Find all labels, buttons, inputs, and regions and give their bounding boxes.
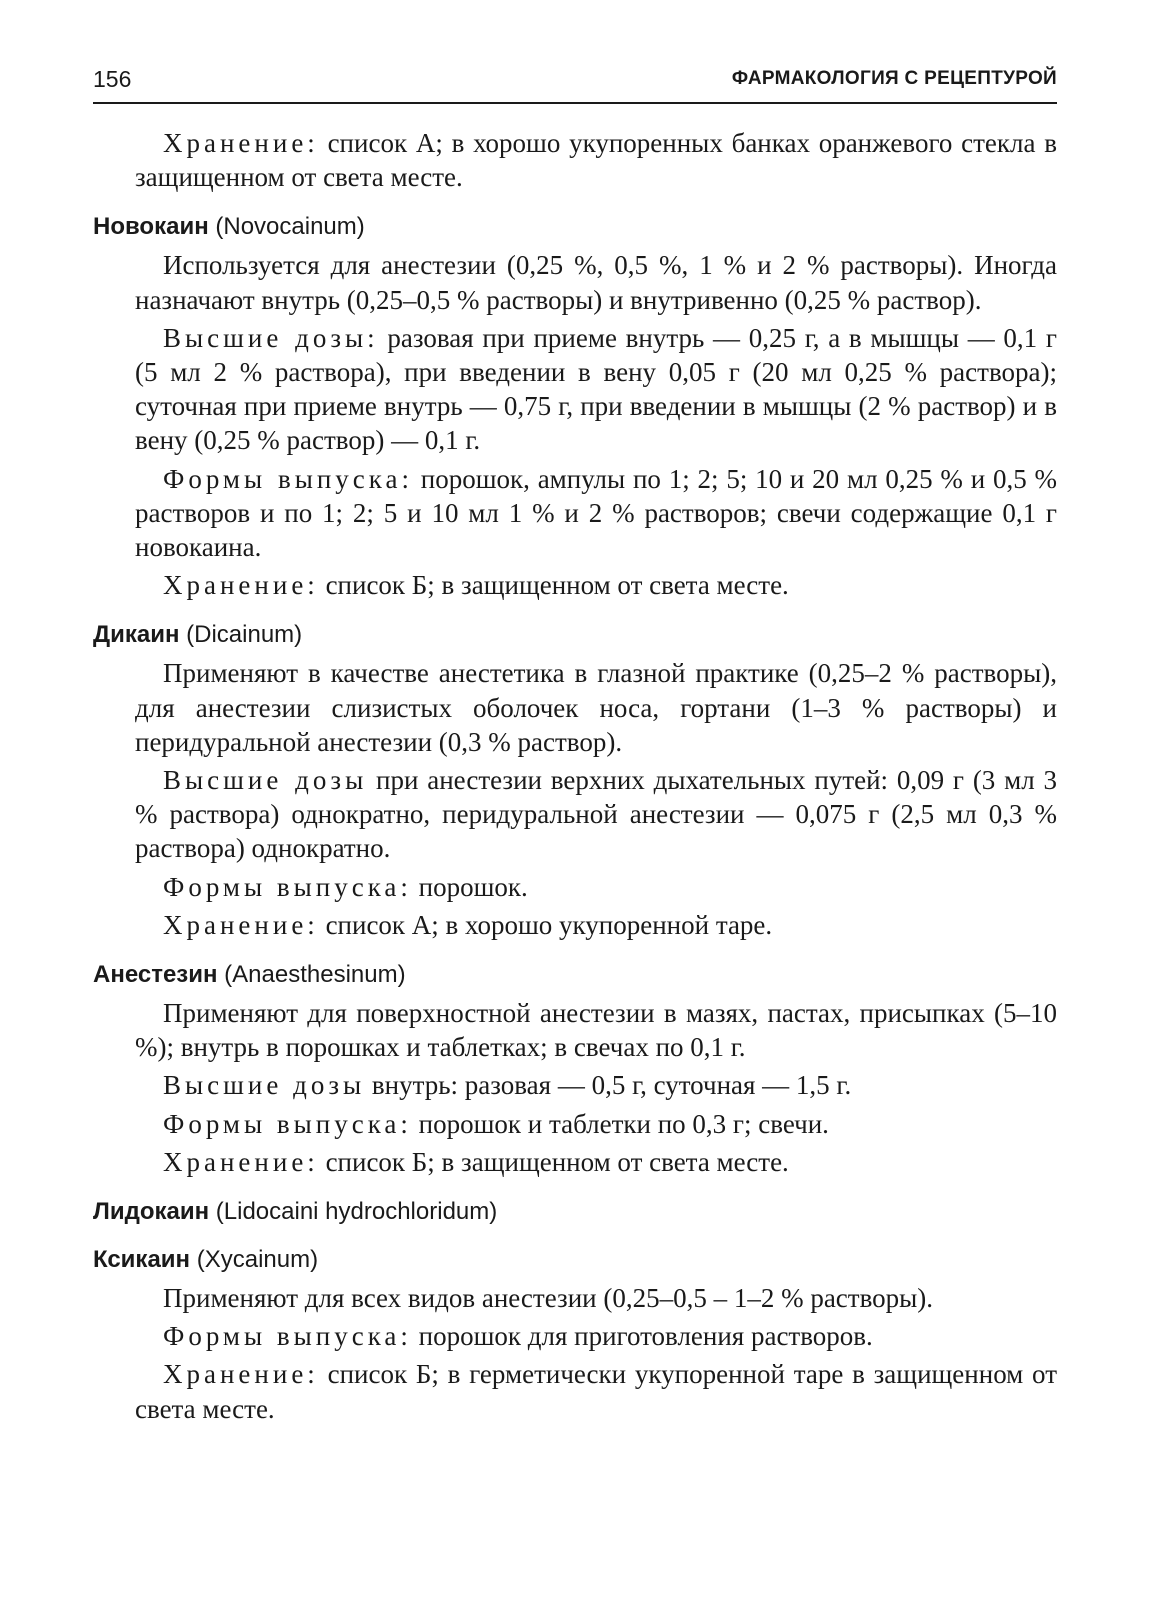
entry-paragraph	[135, 568, 1057, 602]
drug-latin-name: (Xycainum)	[196, 1246, 319, 1274]
entry-heading	[93, 620, 1057, 650]
drug-latin-name: (Novocainum)	[215, 213, 365, 241]
entry-heading	[93, 1245, 1057, 1275]
entry-paragraph	[135, 656, 1057, 759]
paragraph-label: Хранение:	[163, 570, 319, 601]
drug-name: Новокаин	[93, 213, 209, 241]
entry-paragraph	[135, 908, 1057, 942]
entry-paragraph	[135, 1319, 1057, 1353]
paragraph-label: Формы выпуска:	[163, 871, 412, 902]
paragraph-text: список А; в хорошо укупоренной таре.	[318, 909, 773, 940]
paragraph-text: Применяют в качестве анестетика в глазной практике (0,25–2 % растворы), для анестезии слизистых оболочек носа, гортани (1–3 % растворы) и перидуральной анестезии (0,3 % раствор).	[135, 658, 1057, 757]
entry-paragraph	[135, 996, 1057, 1064]
paragraph-label: Высшие дозы:	[163, 322, 379, 353]
paragraph-text: порошок.	[411, 871, 528, 902]
paragraph-text: список Б; в защищенном от света месте.	[318, 1146, 789, 1177]
entry-paragraph	[135, 1281, 1057, 1315]
drug-name: Ксикаин	[93, 1246, 191, 1274]
entry-paragraph	[135, 1357, 1057, 1425]
paragraph-label: Высшие дозы	[163, 765, 368, 796]
entry-paragraph	[135, 1145, 1057, 1179]
paragraph-text: Применяют для поверхностной анестезии в мазях, пастах, присыпках (5–10 %); внутрь в порошках и таблетках; в свечах по 0,1 г.	[135, 998, 1057, 1063]
drug-name: Лидокаин	[93, 1198, 210, 1226]
paragraph-text: Используется для анестезии (0,25 %, 0,5 %, 1 % и 2 % растворы). Иногда назначают внутрь (0,25–0,5 % растворы) и внутривенно (0,25 % раствор).	[135, 250, 1057, 315]
entry-paragraph	[135, 462, 1057, 565]
drug-name: Анестезин	[93, 961, 218, 989]
paragraph-text: при анестезии верхних дыхательных путей: 0,09 г (3 мл 3 % раствора) однократно, перидуральной анестезии — 0,075 г (2,5 мл 0,3 % раствора) однократно.	[135, 765, 1057, 864]
drug-name: Дикаин	[93, 621, 180, 649]
drug-latin-name: (Dicainum)	[186, 621, 303, 649]
entry-heading	[93, 960, 1057, 990]
entry-paragraph	[135, 1107, 1057, 1141]
paragraph-text: список Б; в защищенном от света месте.	[318, 570, 789, 601]
paragraph-text: порошок, ампулы по 1; 2; 5; 10 и 20 мл 0,25 % и 0,5 % растворов и по 1; 2; 5 и 10 мл 1 % и 2 % растворов; свечи содержащие 0,1 г новокаина.	[135, 463, 1058, 563]
paragraph-label: Формы выпуска:	[163, 1321, 412, 1352]
entry-paragraph	[135, 1068, 1057, 1102]
page-content	[93, 126, 1058, 1430]
intro-text: список А; в хорошо укупоренных банках оранжевого стекла в защищенном от света месте.	[135, 128, 1057, 193]
paragraph-text: Применяют для всех видов анестезии (0,25–0,5 – 1–2 % растворы).	[163, 1283, 934, 1314]
intro-label: Хранение:	[163, 128, 319, 158]
drug-latin-name: (Anaesthesinum)	[224, 961, 406, 989]
paragraph-label: Формы выпуска:	[163, 463, 413, 494]
entry-paragraph	[135, 321, 1057, 458]
entry-paragraph	[135, 870, 1057, 904]
paragraph-label: Хранение:	[163, 1359, 319, 1390]
intro-paragraph	[135, 126, 1057, 194]
paragraph-label: Высшие дозы	[163, 1070, 366, 1101]
entry-paragraph	[135, 248, 1057, 316]
paragraph-text: порошок и таблетки по 0,3 г; свечи.	[411, 1108, 829, 1139]
drug-latin-name: (Lidocaini hydrochloridum)	[215, 1198, 498, 1226]
paragraph-text: внутрь: разовая — 0,5 г, суточная — 1,5 г.	[365, 1070, 852, 1101]
paragraph-label: Формы выпуска:	[163, 1108, 412, 1139]
page-number: 156	[93, 66, 132, 92]
header-rule	[93, 102, 1057, 104]
running-title: ФАРМАКОЛОГИЯ С РЕЦЕПТУРОЙ	[731, 68, 1057, 89]
entry-heading	[93, 1197, 1057, 1227]
paragraph-text: порошок для приготовления растворов.	[411, 1321, 873, 1352]
paragraph-text: список Б; в герметически укупоренной таре в защищенном от света месте.	[135, 1359, 1057, 1424]
paragraph-label: Хранение:	[163, 909, 319, 940]
page-header	[93, 66, 1057, 100]
paragraph-label: Хранение:	[163, 1146, 319, 1177]
entry-paragraph	[135, 763, 1057, 866]
entry-heading	[93, 212, 1057, 242]
paragraph-text: разовая при приеме внутрь — 0,25 г, а в мышцы — 0,1 г (5 мл 2 % раствора), при введении в вену 0,05 г (20 мл 0,25 % раствора); суточная при приеме внутрь — 0,75 г, при введении в мышцы (2 % раствор) и в вену (0,25 % раствор) — 0,1 г.	[135, 322, 1057, 456]
